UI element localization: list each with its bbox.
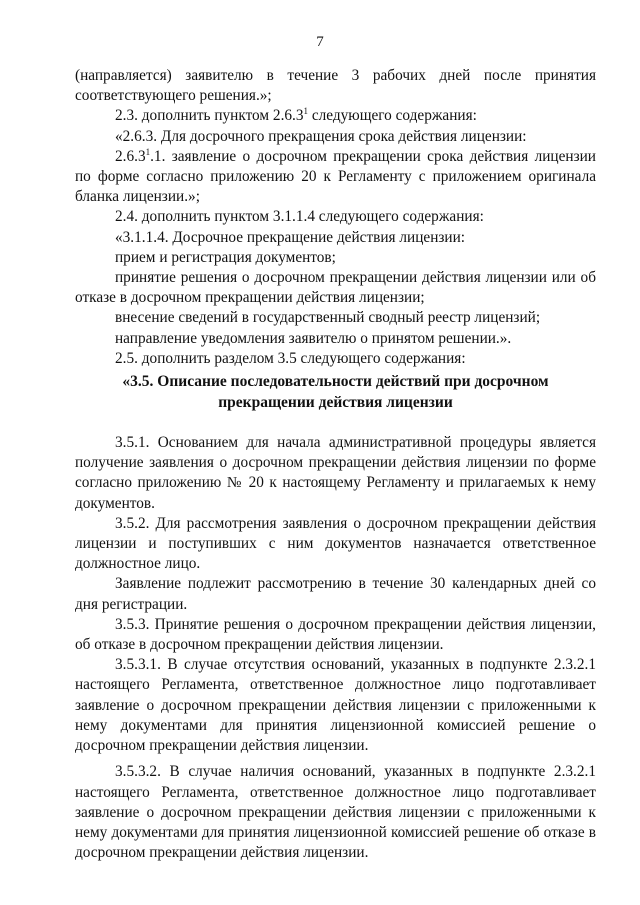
paragraph-continuation: (направляется) заявителю в течение 3 рабочих дней после принятия соответствующего решения.»; xyxy=(75,67,596,105)
paragraph-3-5-2: 3.5.2. Для рассмотрения заявления о досрочном прекращении действия лицензии и поступивших с ним документов назначается ответственное должностное лицо. xyxy=(75,514,596,573)
text-span: .1. заявление о досрочном прекращении срока действия лицензии по форме согласно приложению 20 к Регламенту с приложением оригинала бланка лицензии.»; xyxy=(75,147,596,206)
paragraph-3-5-3-1: 3.5.3.1. В случае отсутствия оснований, указанных в подпункте 2.3.2.1 настоящего Регламента, ответственное должностное лицо подготавливает заявление о досрочном прекращении действия лицензии с приложенными к нему документами для принятия лицензионной комиссией решение о досрочном прекращении действия лицензии. xyxy=(75,656,596,755)
paragraph-3-5-1: 3.5.1. Основанием для начала административной процедуры является получение заявления о досрочном прекращении действия лицензии по форме согласно приложению № 20 к настоящему Регламенту и прилагаемых к нему документов. xyxy=(75,434,596,512)
paragraph-3-5-3: 3.5.3. Принятие решения о досрочном прекращении действия лицензии, об отказе в досрочном прекращении действия лицензии. xyxy=(75,615,596,654)
superscript: 1 xyxy=(145,146,151,157)
paragraph-2-5: 2.5. дополнить разделом 3.5 следующего содержания: xyxy=(115,349,466,367)
spacer xyxy=(75,413,596,433)
list-item-decision: принятие решения о досрочном прекращении действия лицензии или об отказе в досрочном прекращении действия лицензии; xyxy=(75,269,596,307)
text-span: 2.6.3 xyxy=(115,147,146,165)
paragraph-3-5-3-2: 3.5.3.2. В случае наличия оснований, указанных в подпункте 2.3.2.1 настоящего Регламента, ответственное должностное лицо подготавливает заявление о досрочном прекращении действия лицензии с приложенными к нему документами для принятия лицензионной комиссией решение об отказе в досрочном прекращении действия лицензии. xyxy=(75,763,596,862)
text-span: 2.3. дополнить пунктом 2.6.3 xyxy=(115,107,304,125)
list-item-registry: внесение сведений в государственный сводный реестр лицензий; xyxy=(115,309,541,327)
list-item-reception: прием и регистрация документов; xyxy=(115,248,336,266)
paragraph-2-4: 2.4. дополнить пунктом 3.1.1.4 следующего содержания: xyxy=(115,208,484,226)
section-heading: «3.5. Описание последовательности действий при досрочном прекращении действия лицензии xyxy=(122,373,549,412)
paragraph-3-1-1-4: «3.1.1.4. Досрочное прекращение действия лицензии: xyxy=(115,228,466,246)
paragraph-2-6-3-1-1 xyxy=(75,147,596,208)
paragraph-2-3 xyxy=(75,106,596,126)
document-body xyxy=(75,66,596,863)
list-item-notification: направление уведомления заявителю о принятом решении.». xyxy=(115,329,512,347)
superscript: 1 xyxy=(303,106,309,117)
page-number: 7 xyxy=(316,34,324,50)
text-span: следующего содержания: xyxy=(308,107,477,125)
paragraph-review-period: Заявление подлежит рассмотрению в течение 30 календарных дней со дня регистрации. xyxy=(75,575,596,613)
paragraph-2-6-3: «2.6.3. Для досрочного прекращения срока действия лицензии: xyxy=(115,127,527,145)
